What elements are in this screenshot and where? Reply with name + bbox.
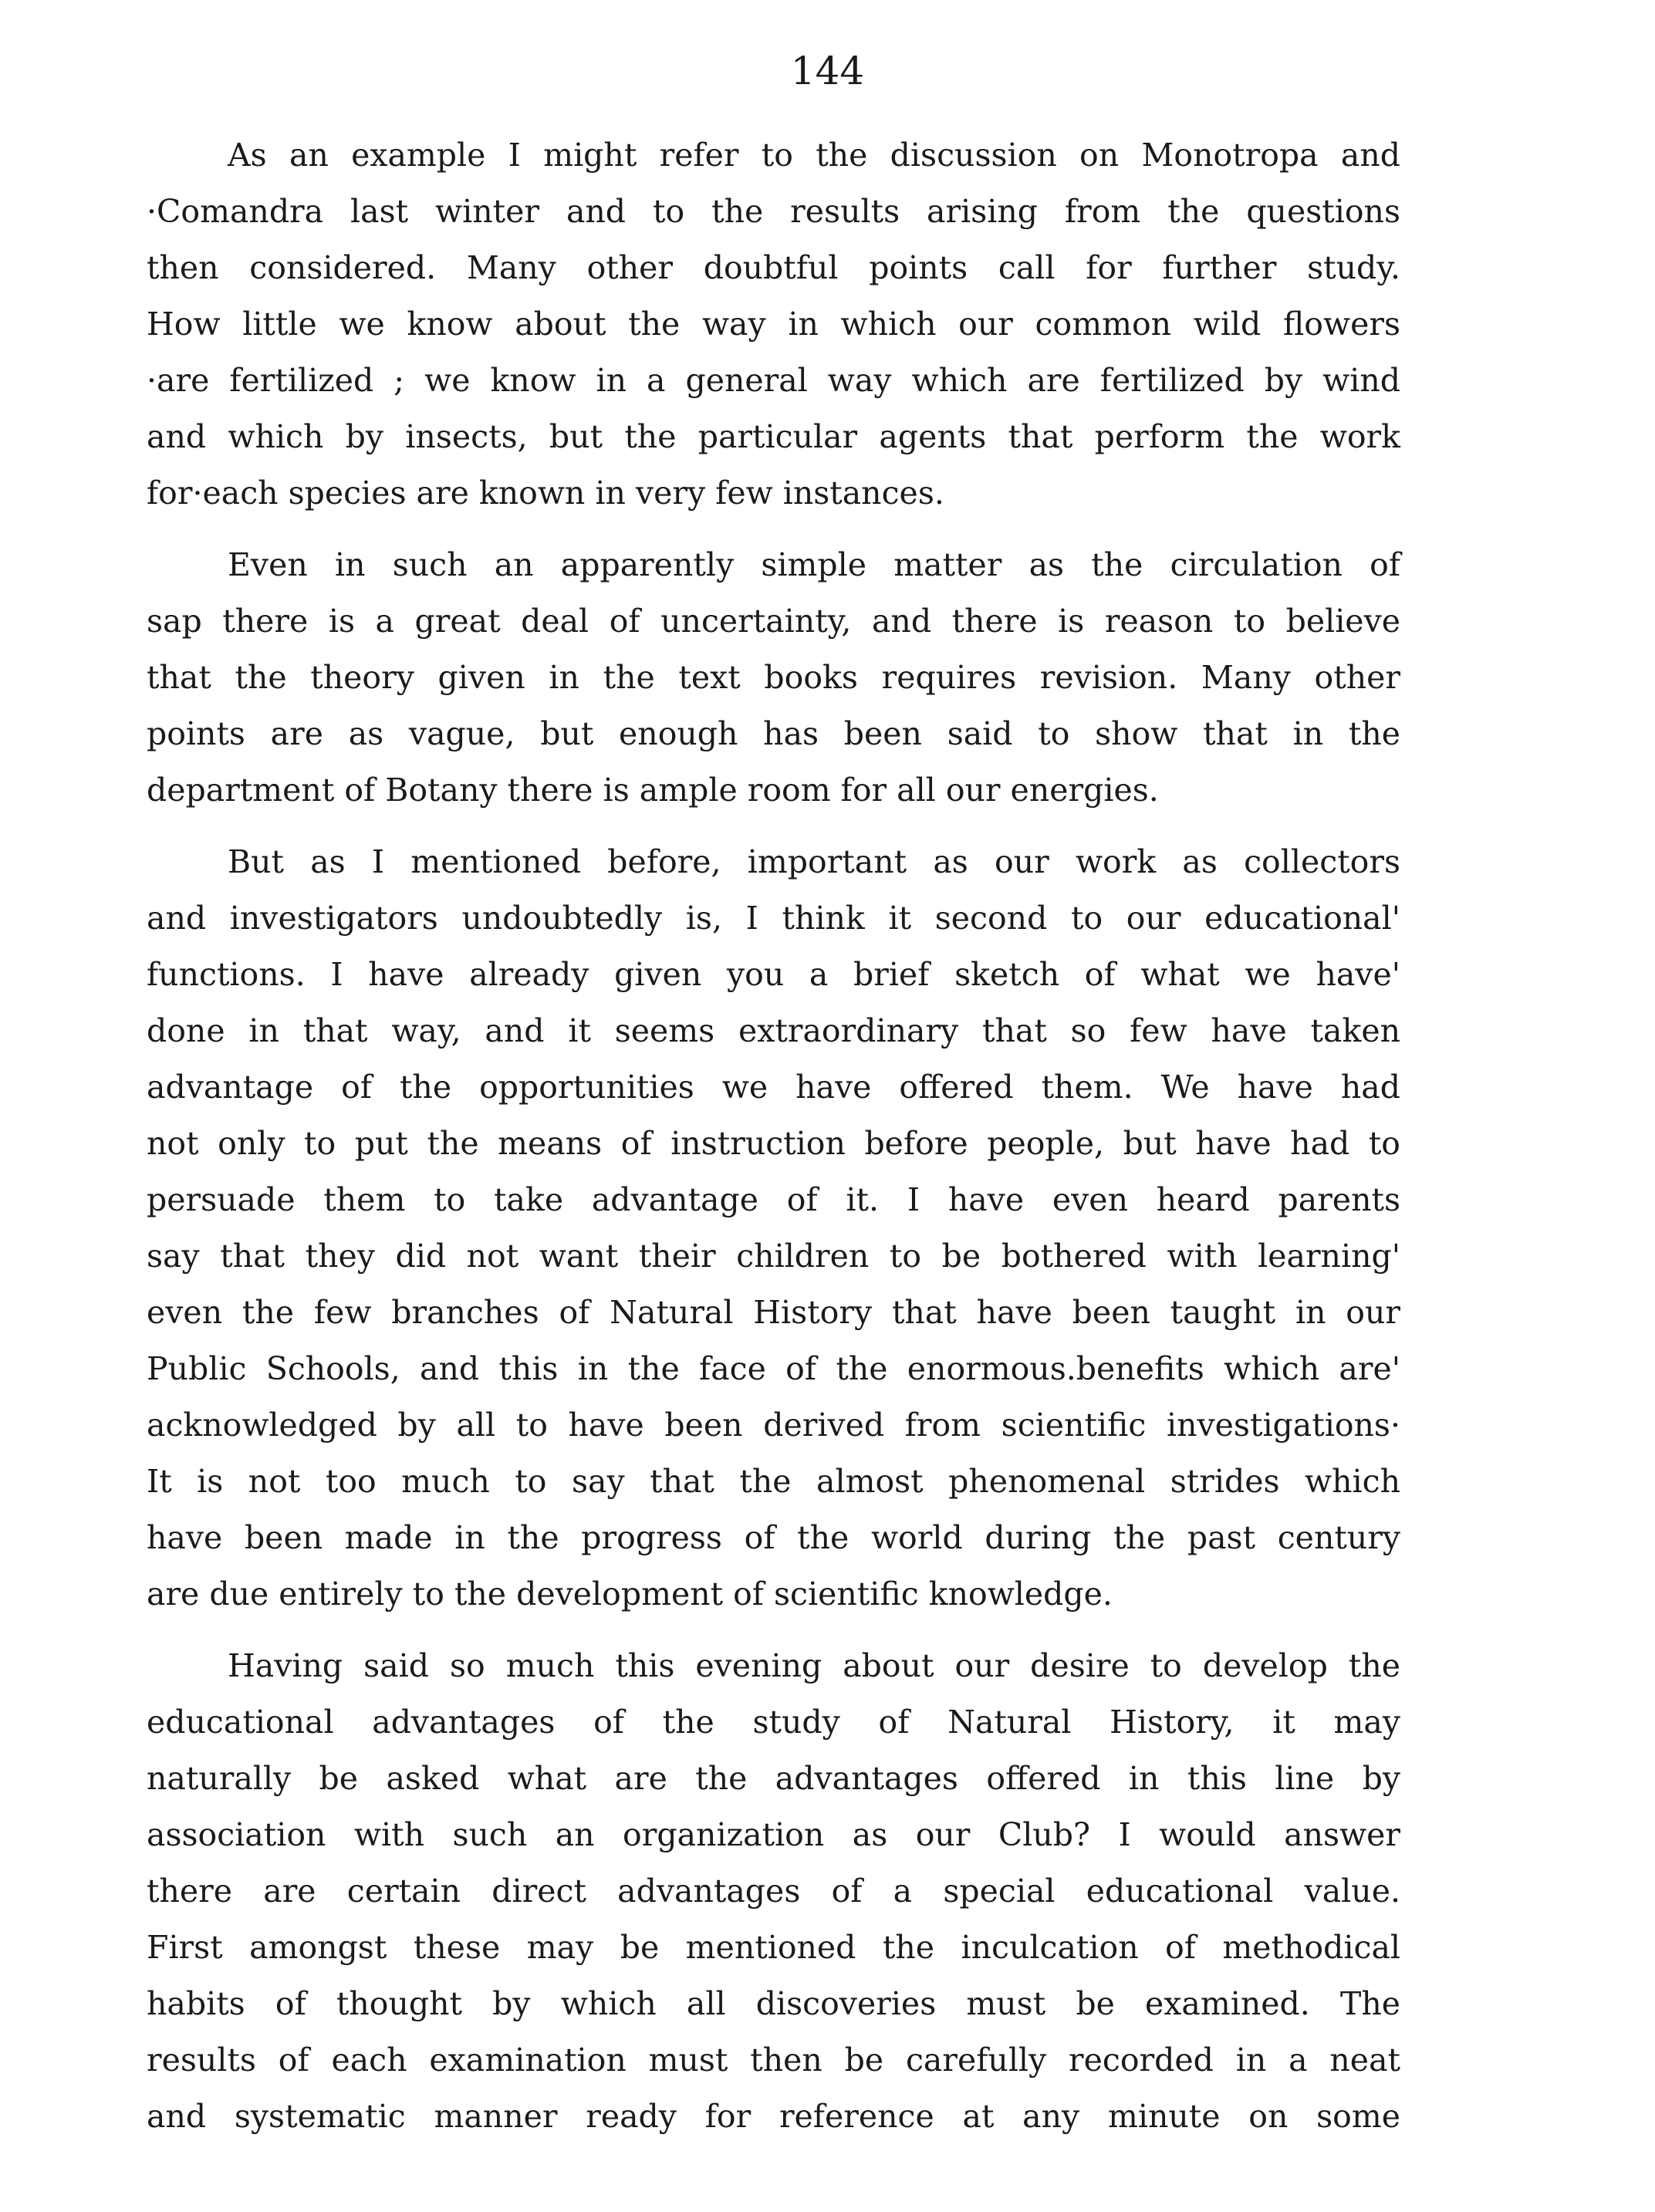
text-line: How little we know about the way in which our common wild flowers — [147, 306, 1400, 343]
text-line: But as I mentioned before, important as our work as collectors — [228, 843, 1400, 880]
text-line: points are as vague, but enough has been said to show that in the — [147, 715, 1400, 752]
text-line: First amongst these may be mentioned the inculcation of methodical — [147, 1929, 1400, 1966]
text-line: It is not too much to say that the almost phenomenal strides which — [147, 1463, 1400, 1500]
text-line: are due entirely to the development of scientific knowledge. — [147, 1575, 1113, 1613]
text-line: then considered. Many other doubtful points call for further study. — [147, 249, 1400, 286]
text-line: there are certain direct advantages of a special educational value. — [147, 1873, 1400, 1910]
text-line: say that they did not want their children to be bothered with learning' — [147, 1238, 1400, 1275]
text-line: have been made in the progress of the world during the past century — [147, 1519, 1400, 1556]
text-line: habits of thought by which all discoveries must be examined. The — [147, 1985, 1400, 2022]
body-text — [147, 127, 1400, 2160]
paragraph — [147, 127, 1400, 522]
text-line: association with such an organization as our Club? I would answer — [147, 1816, 1400, 1853]
text-line: advantage of the opportunities we have offered them. We have had — [147, 1069, 1400, 1106]
text-line: As an example I might refer to the discussion on Monotropa and — [228, 137, 1400, 174]
text-line: not only to put the means of instruction before people, but have had to — [147, 1125, 1400, 1162]
text-line: persuade them to take advantage of it. I have even heard parents — [147, 1181, 1400, 1218]
text-line: Even in such an apparently simple matter as the circulation of — [228, 546, 1400, 583]
text-line: ·Comandra last winter and to the results arising from the questions — [147, 193, 1400, 230]
text-line: and systematic manner ready for reference at any minute on some — [147, 2098, 1400, 2135]
text-line: done in that way, and it seems extraordinary that so few have taken — [147, 1012, 1400, 1049]
text-line: even the few branches of Natural History that have been taught in our — [147, 1294, 1400, 1331]
text-line: and investigators undoubtedly is, I think it second to our educational' — [147, 900, 1400, 937]
text-line: sap there is a great deal of uncertainty, and there is reason to believe — [147, 603, 1400, 640]
text-line: functions. I have already given you a brief sketch of what we have' — [147, 956, 1400, 993]
paragraph — [147, 537, 1400, 819]
text-line: Having said so much this evening about our desire to develop the — [228, 1647, 1400, 1684]
text-line: Public Schools, and this in the face of the enormous.benefits which are' — [147, 1350, 1400, 1387]
text-line: results of each examination must then be carefully recorded in a neat — [147, 2041, 1400, 2079]
text-line: for·each species are known in very few instances. — [147, 474, 944, 512]
text-line: educational advantages of the study of Natural History, it may — [147, 1704, 1400, 1741]
text-line: that the theory given in the text books requires revision. Many other — [147, 659, 1400, 696]
page-number: 144 — [790, 49, 865, 93]
text-line: ·are fertilized ; we know in a general way which are fertilized by wind — [147, 362, 1400, 399]
text-line: acknowledged by all to have been derived from scientific investigations· — [147, 1407, 1400, 1444]
text-line: department of Botany there is ample room for all our energies. — [147, 772, 1159, 809]
text-line: naturally be asked what are the advantages offered in this line by — [147, 1760, 1400, 1797]
text-line: and which by insects, but the particular agents that perform the work — [147, 418, 1400, 455]
paragraph — [147, 1638, 1400, 2145]
paragraph — [147, 834, 1400, 1623]
